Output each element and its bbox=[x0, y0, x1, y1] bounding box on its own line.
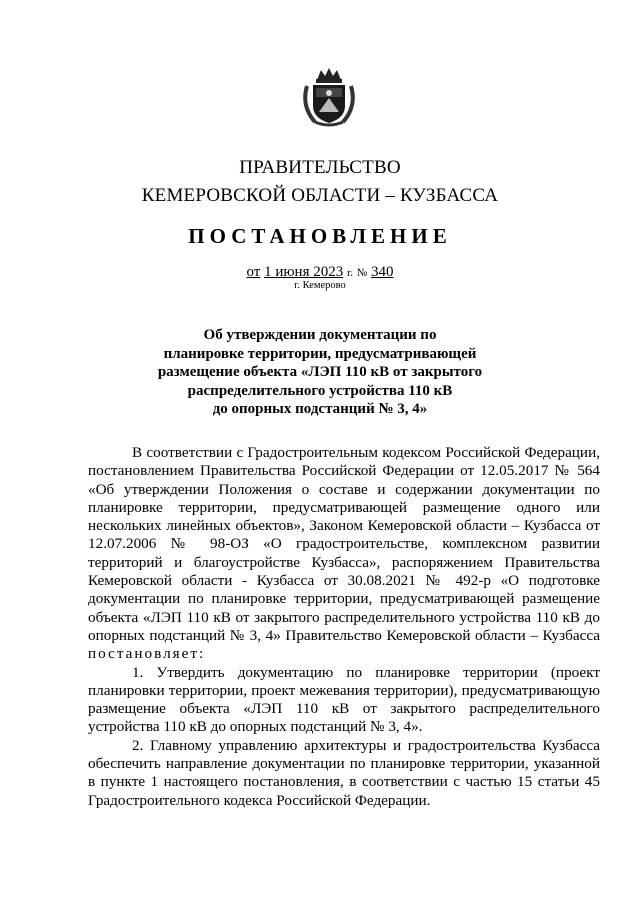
city-name: г. Кемерово bbox=[294, 280, 346, 291]
title-line: Об утверждении документации по bbox=[203, 327, 437, 343]
document-title bbox=[150, 326, 490, 419]
government-name-line1: ПРАВИТЕЛЬСТВО bbox=[239, 157, 401, 178]
title-line: планировке территории, предусматривающей bbox=[163, 345, 477, 362]
date-prefix: от bbox=[246, 264, 261, 280]
preamble-paragraph bbox=[88, 444, 600, 664]
title-line: размещение объекта «ЛЭП 110 кВ от закрытого bbox=[157, 364, 483, 380]
title-line: до опорных подстанций № 3, 4» bbox=[212, 401, 428, 417]
number-sign: № bbox=[356, 267, 368, 279]
document-date: 1 июня 2023 bbox=[264, 264, 344, 280]
item-2-paragraph: 2. Главному управлению архитектуры и градостроительства Кузбасса обеспечить направление документации по планировке территории, указанной в пункте 1 настоящего постановления, в соответствии с частью 15 статьи 45 Градостроительного кодекса Российской Федерации. bbox=[88, 736, 600, 809]
preamble-text: В соответствии с Градостроительным кодексом Российской Федерации, постановлением Правительства Российской Федерации от 12.05.2017 № 564 «Об утверждении Положения о составе и содержании документации по планировке территории, предусматривающей размещение одного или нескольких линейных объектов», Законом Кемеровской области – Кузбасса от 12.07.2006 № 98-ОЗ «О градостроительстве, комплексном развитии территорий и благоустройстве Кузбасса», распоряжением Правительства Кемеровской области - Кузбасса от 30.08.2021 № 492-р «О подготовке документации по планировке территории, предусматривающей размещение объекта «ЛЭП 110 кВ от закрытого распределительного устройства 110 кВ до опорных подстанций № 3, 4» Правительство Кемеровской области – Кузбасса bbox=[88, 444, 600, 644]
document-number: 340 bbox=[371, 264, 394, 280]
decree-word: постановляет: bbox=[88, 645, 206, 663]
document-type: ПОСТАНОВЛЕНИЕ bbox=[188, 224, 452, 248]
kuzbass-coat-of-arms-icon bbox=[299, 66, 359, 128]
document-body bbox=[88, 444, 600, 810]
year-suffix: г. bbox=[347, 267, 354, 279]
government-name-line2: КЕМЕРОВСКОЙ ОБЛАСТИ – КУЗБАССА bbox=[141, 185, 499, 206]
title-line: распределительного устройства 110 кВ bbox=[187, 382, 453, 399]
item-1-paragraph: 1. Утвердить документацию по планировке территории (проект планировки территории, проект межевания территории), предусматривающую размещение объекта «ЛЭП 110 кВ от закрытого распределительного устройства 110 кВ до опорных подстанций № 3, 4». bbox=[88, 663, 600, 736]
